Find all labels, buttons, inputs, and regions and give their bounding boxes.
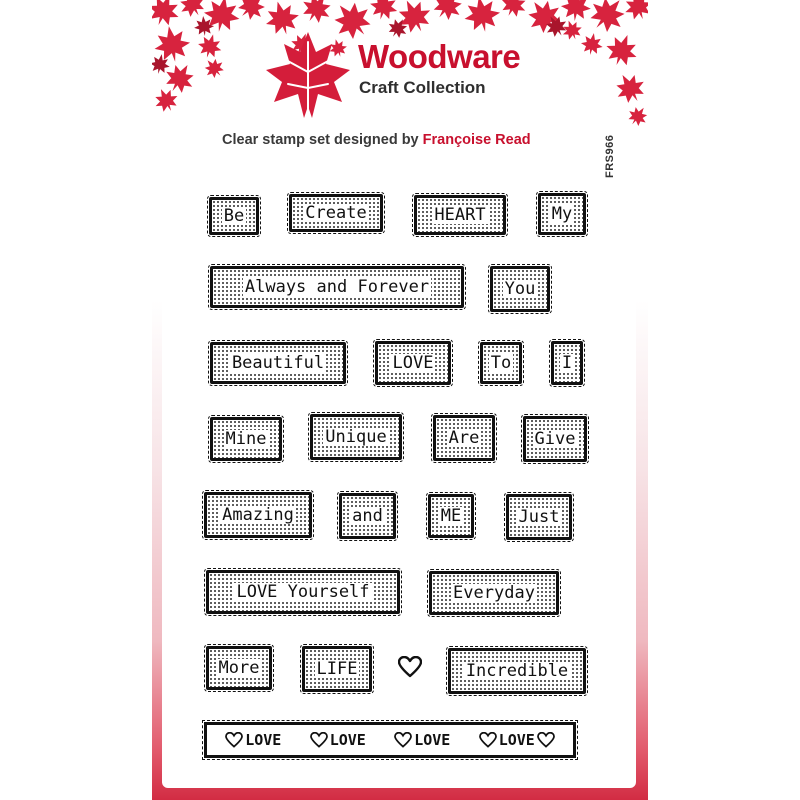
stamp-heart: [414, 195, 506, 235]
stamp-love-yourself: [206, 570, 400, 614]
stamp-just: [506, 494, 572, 540]
stamp-everyday: [429, 571, 559, 615]
credit-prefix: Clear stamp set designed by: [222, 132, 419, 148]
heart-outline-icon: [479, 732, 497, 748]
stamp-life: [302, 646, 372, 692]
stamp-label: Create: [305, 202, 367, 223]
stamp-label: Incredible: [465, 660, 569, 681]
stamp-label: Always and Forever: [244, 276, 430, 297]
stamp-incredible: [448, 648, 586, 694]
stamp-amazing: [204, 492, 312, 538]
love-border-stamp: [204, 722, 576, 758]
stamp-my: [538, 193, 586, 235]
stamp-and: [339, 493, 396, 539]
stamp-always-and-forever: [210, 266, 464, 308]
designer-name: Françoise Read: [422, 132, 531, 148]
brand-name: Woodware: [358, 38, 521, 75]
love-word: LOVE: [245, 731, 282, 749]
stamp-i: [551, 341, 583, 385]
stamp-to: [480, 342, 522, 384]
stamp-label: Just: [518, 506, 560, 527]
love-word: LOVE: [414, 731, 451, 749]
stamp-give: [523, 416, 587, 462]
stamp-label: and: [352, 505, 383, 526]
stamp-label: Everyday: [453, 582, 535, 603]
love-border-item: [479, 731, 555, 749]
stamp-label: LOVE: [392, 352, 434, 373]
stamp-be: [209, 197, 259, 235]
stamp-unique: [310, 414, 402, 460]
stamp-label: You: [504, 278, 536, 299]
stamp-are: [433, 415, 495, 461]
heart-outline-icon: [537, 732, 555, 748]
stamp-label: To: [490, 352, 512, 373]
stamp-label: Mine: [225, 428, 267, 449]
heart-outline-icon: [310, 732, 328, 748]
stamp-label: Beautiful: [231, 352, 325, 373]
stamp-label: Are: [448, 427, 480, 448]
love-border-item: [394, 731, 450, 749]
stamp-mine: [210, 417, 282, 461]
stamp-you: [490, 266, 550, 312]
love-word: LOVE: [329, 731, 366, 749]
stamp-label: LOVE Yourself: [236, 581, 370, 602]
stamp-create: [289, 194, 383, 232]
love-border-item: [225, 731, 281, 749]
stamp-more: [206, 646, 272, 690]
stamp-label: LIFE: [316, 658, 358, 679]
product-code: FRS966: [604, 134, 616, 178]
stamp-label: Amazing: [222, 504, 294, 525]
stamp-label: I: [561, 352, 573, 373]
stamp-label: HEART: [434, 204, 486, 225]
brand-tagline: Craft Collection: [359, 78, 486, 97]
stamp-label: Be: [223, 205, 245, 226]
designer-credit: [222, 132, 531, 148]
love-word: LOVE: [498, 731, 535, 749]
stamp-me: [428, 494, 474, 538]
stamp-label: More: [218, 657, 260, 678]
stamp-love: [375, 341, 451, 385]
heart-outline-icon: [398, 656, 422, 678]
stamp-label: My: [551, 203, 573, 224]
stamp-label: Unique: [325, 426, 387, 447]
heart-outline-icon: [225, 732, 243, 748]
stamp-beautiful: [210, 342, 346, 384]
stamp-label: ME: [440, 505, 462, 526]
love-border-item: [310, 731, 366, 749]
stamp-label: Give: [534, 428, 576, 449]
heart-outline-icon: [394, 732, 412, 748]
